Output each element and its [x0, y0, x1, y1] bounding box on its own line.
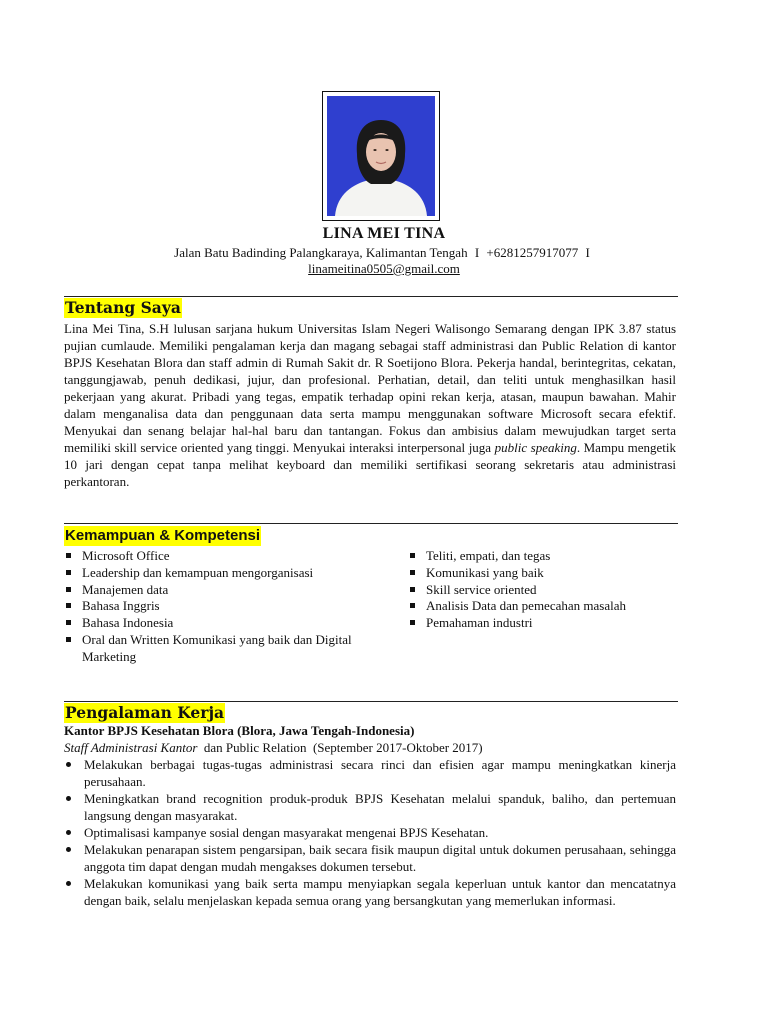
job-duties-list [64, 756, 676, 909]
job-entry [64, 722, 676, 909]
skill-item: Pemahaman industri [408, 615, 688, 632]
duty-item: Melakukan berbagai tugas-tugas administrasi secara rinci dan efisien agar mampu meningkatkan kinerja perusahaan. [64, 756, 676, 790]
skill-item: Bahasa Indonesia [64, 615, 364, 632]
section-title-skills: Kemampuan & Kompetensi [65, 527, 261, 544]
section-divider [64, 523, 678, 524]
duty-item: Meningkatkan brand recognition produk-produk BPJS Kesehatan melalui spanduk, baliho, dan pertemuan langsung dengan masyarakat. [64, 790, 676, 824]
about-text-part1: Lina Mei Tina, S.H lulusan sarjana hukum Universitas Islam Negeri Walisongo Semarang dengan IPK 3.87 status pujian cumlaude. Memiliki pengalaman kerja dan magang sebagai staff administrasi dan Public Relation di kantor BPJS Kesehatan Blora dan staff admin di Rumah Sakit dr. R Soetijono Blora. Pekerja handal, berintegritas, cekatan, tanggungjawab, penuh dedikasi, jujur, dan profesional. Perhatian, detail, dan teliti untuk menghasilkan hasil pekerjaan yang akurat. Pribadi yang tegas, empatik terhadap opini rekan kerja, atasan, maupun bawahan. Mahir dalam menganalisa data dan penggunaan data serta mampu menggunakan software Microsoft secara efektif. Menyukai dan senang belajar hal-hal baru dan tantangan. Fokus dan ambisius dalam mewujudkan target serta memiliki skill service oriented yang tinggi. Menyukai interaksi interpersonal juga [64, 321, 676, 455]
candidate-name: LINA MEI TINA [322, 225, 446, 242]
skills-list-left [64, 548, 364, 666]
phone-text: +6281257917077 [486, 245, 579, 260]
section-title-about: Tentang Saya [65, 298, 181, 317]
job-role-period: dan Public Relation (September 2017-Oktober 2017) [197, 740, 483, 755]
separator: I [474, 245, 480, 260]
separator: I [585, 245, 590, 260]
skill-item: Komunikasi yang baik [408, 565, 688, 582]
job-role [64, 739, 676, 756]
job-organization: Kantor BPJS Kesehatan Blora (Blora, Jawa Tengah-Indonesia) [64, 723, 415, 738]
skill-item: Bahasa Inggris [64, 598, 364, 615]
skill-item: Teliti, empati, dan tegas [408, 548, 688, 565]
address-text: Jalan Batu Badinding Palangkaraya, Kalimantan Tengah [174, 245, 468, 260]
duty-item: Optimalisasi kampanye sosial dengan masyarakat mengenai BPJS Kesehatan. [64, 824, 676, 841]
portrait-image [327, 96, 435, 216]
section-divider [64, 296, 678, 297]
skill-item: Skill service oriented [408, 582, 688, 599]
skill-item: Microsoft Office [64, 548, 364, 565]
about-text-italic: public speaking [494, 440, 577, 455]
profile-photo [327, 96, 435, 216]
about-text-part2: . Mampu mengetik 10 jari dengan cepat tanpa melihat keyboard dan memiliki sertifikasi seorang sekretaris atau administrasi perkantoran. [64, 440, 676, 489]
duty-item: Melakukan penarapan sistem pengarsipan, baik secara fisik maupun digital untuk dokumen perusahaan, sehingga anggota tim dapat dengan mudah mengakses dokumen tersebut. [64, 841, 676, 875]
job-role-title: Staff Administrasi Kantor [64, 740, 198, 755]
section-divider [64, 701, 678, 702]
email-link[interactable]: linameitina0505@gmail.com [308, 261, 460, 276]
duty-item: Melakukan komunikasi yang baik serta mampu menyiapkan segala keperluan untuk kantor dan mencatatnya dengan baik, selalu menjelaskan kepada semua orang yang bersangkutan yang memerlukan informasi. [64, 875, 676, 909]
skill-item: Oral dan Written Komunikasi yang baik dan Digital Marketing [64, 632, 364, 666]
skill-item: Manajemen data [64, 582, 364, 599]
skill-item: Analisis Data dan pemecahan masalah [408, 598, 688, 615]
contact-info [0, 245, 768, 277]
profile-photo-frame [322, 91, 440, 221]
skill-item: Leadership dan kemampuan mengorganisasi [64, 565, 364, 582]
skills-list-right [408, 548, 688, 632]
section-title-experience: Pengalaman Kerja [65, 703, 225, 722]
about-paragraph [64, 320, 676, 490]
